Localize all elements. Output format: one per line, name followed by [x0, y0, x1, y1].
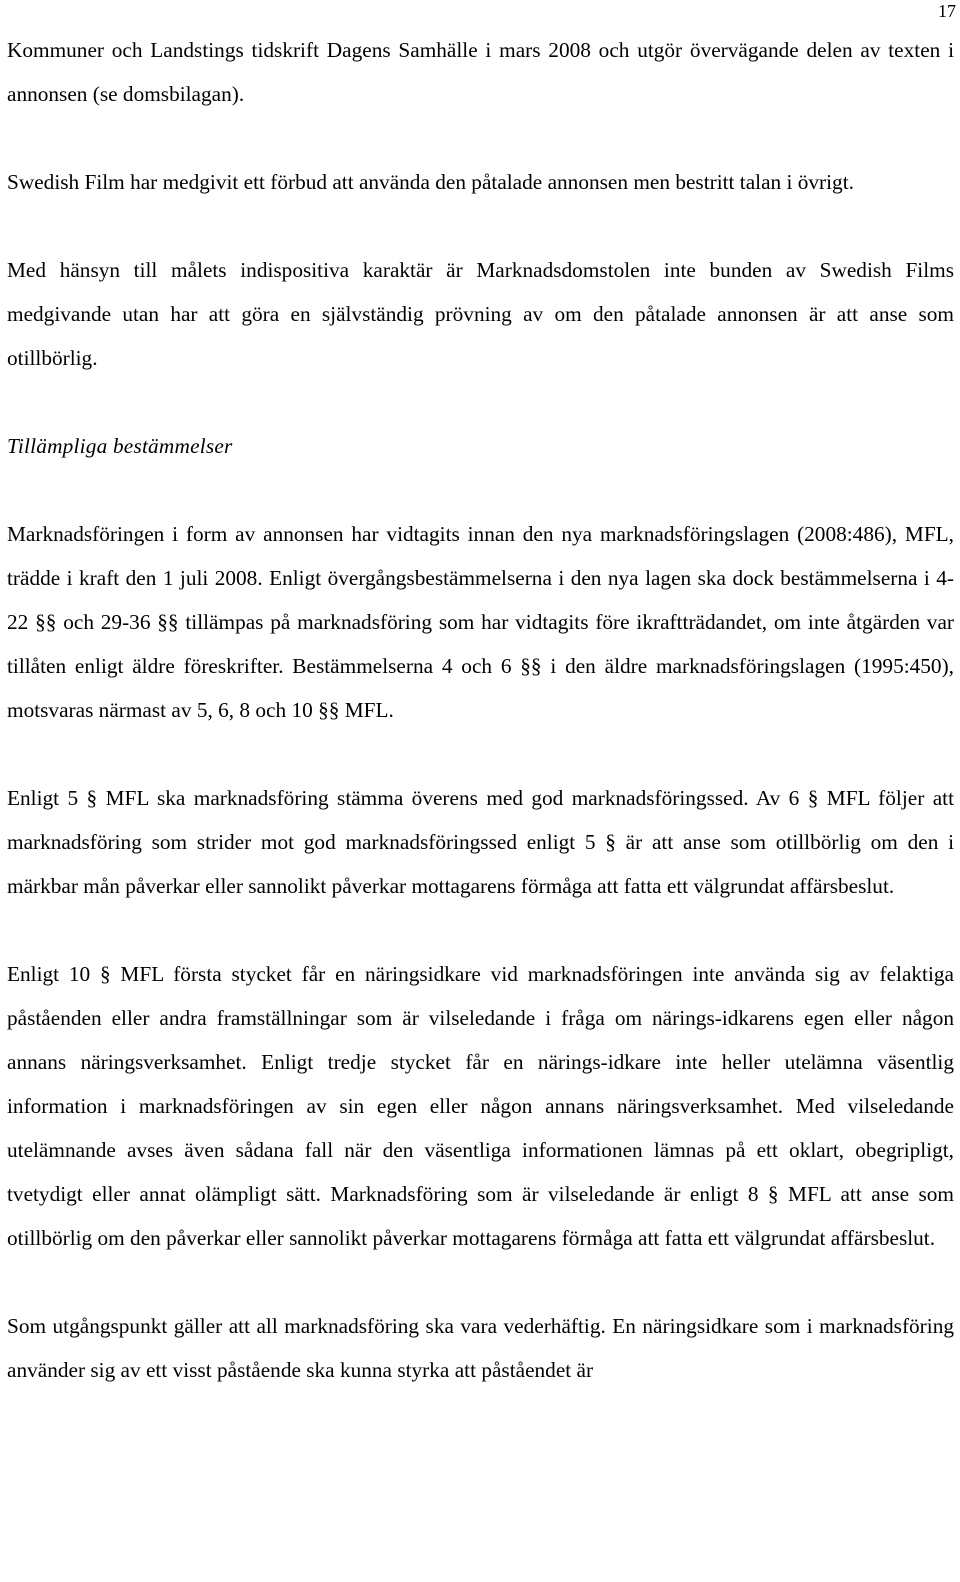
paragraph-2: Swedish Film har medgivit ett förbud att använda den påtalade annonsen men bestritt talan i övrigt.: [7, 170, 854, 194]
paragraph-gap: [7, 468, 954, 512]
paragraph-6: Enligt 10 § MFL första stycket får en näringsidkare vid marknadsföringen inte använda sig av felaktiga påståenden eller andra framställningar som är vilseledande i fråga om närings-idkarens egen eller någon annans näringsverksamhet. Enligt tredje stycket får en närings-idkare inte heller utelämna väsentlig information i marknadsföringen av sin egen eller någon annans näringsverksamhet. Med vilseledande utelämnande avses även sådana fall när den väsentliga informationen lämnas på ett oklart, obegripligt, tvetydigt eller annat olämpligt sätt. Marknadsföring som är vilseledande är enligt 8 § MFL att anse som otillbörlig om den påverkar eller sannolikt påverkar mottagarens förmåga att fatta ett välgrundat affärsbeslut.: [7, 962, 954, 1250]
paragraph-gap: [7, 908, 954, 952]
paragraph-5: Enligt 5 § MFL ska marknadsföring stämma överens med god marknadsföringssed. Av 6 § MFL följer att marknadsföring som strider mot god marknadsföringssed enligt 5 § är att anse som otillbörlig om den i märkbar mån påverkar eller sannolikt påverkar mottagarens förmåga att fatta ett välgrundat affärsbeslut.: [7, 786, 954, 898]
paragraph-4: Marknadsföringen i form av annonsen har vidtagits innan den nya marknadsföringslagen (2008:486), MFL, trädde i kraft den 1 juli 2008. Enligt övergångsbestämmelserna i den nya lagen ska dock bestämmelserna i 4-22 §§ och 29-36 §§ tillämpas på marknadsföring som har vidtagits före ikraftträdandet, om inte åtgärden var tillåten enligt äldre föreskrifter. Bestämmelserna 4 och 6 §§ i den äldre marknadsföringslagen (1995:450), motsvaras närmast av 5, 6, 8 och 10 §§ MFL.: [7, 522, 954, 722]
paragraph-gap: [7, 204, 954, 248]
paragraph-gap: [7, 732, 954, 776]
paragraph-7: Som utgångspunkt gäller att all marknadsföring ska vara vederhäftig. En näringsidkare som i marknadsföring använder sig av ett visst påstående ska kunna styrka att påståendet är: [7, 1314, 954, 1382]
paragraph-gap: [7, 1260, 954, 1304]
section-heading: Tillämpliga bestämmelser: [7, 434, 233, 458]
document-body: [7, 28, 954, 1392]
paragraph-3: Med hänsyn till målets indispositiva karaktär är Marknadsdomstolen inte bunden av Swedish Films medgivande utan har att göra en självständig prövning av om den påtalade annonsen är att anse som otillbörlig.: [7, 258, 954, 370]
paragraph-1: Kommuner och Landstings tidskrift Dagens Samhälle i mars 2008 och utgör övervägande delen av texten i annonsen (se domsbilagan).: [7, 38, 954, 106]
paragraph-gap: [7, 116, 954, 160]
page-number: 17: [938, 1, 956, 21]
paragraph-gap: [7, 380, 954, 424]
